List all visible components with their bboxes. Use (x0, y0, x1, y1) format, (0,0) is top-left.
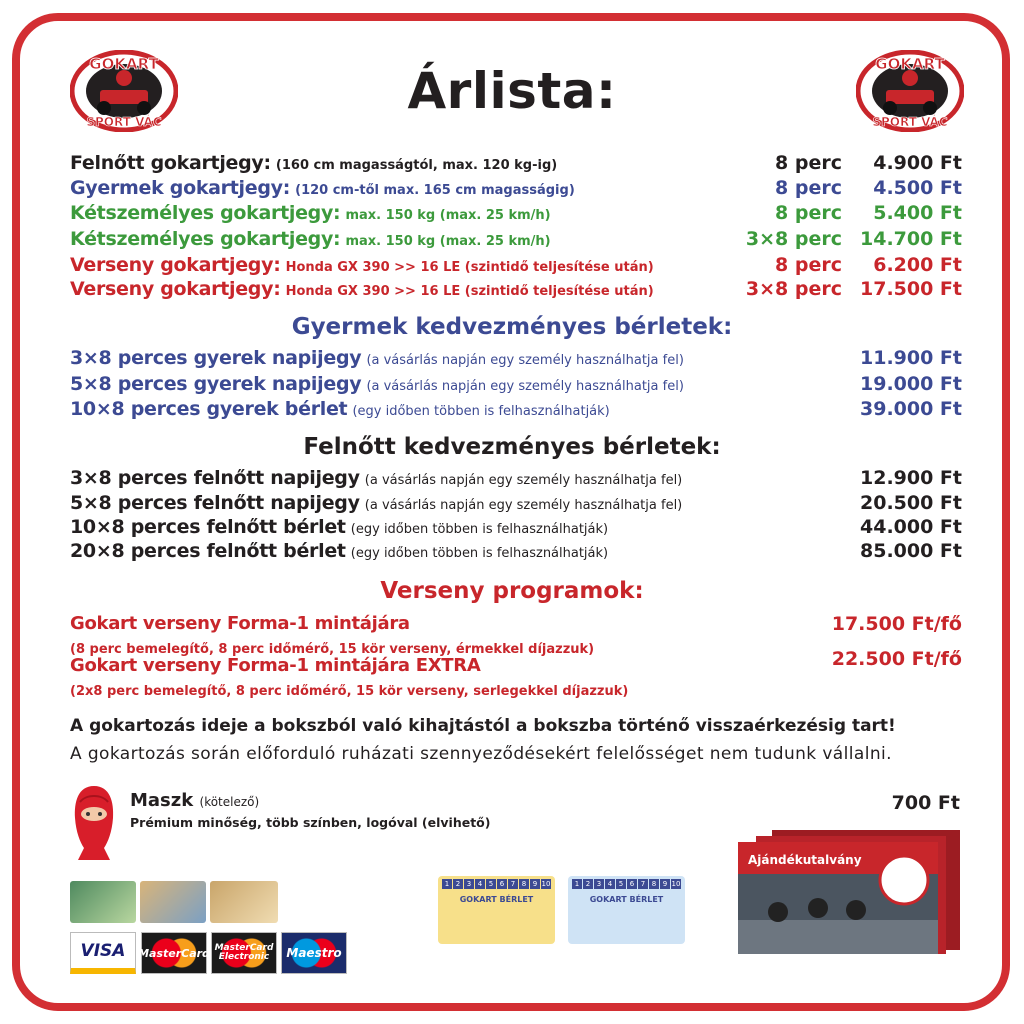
pass-name: 10×8 perces felnőtt bérlet (70, 516, 346, 538)
ticket-duration: 8 perc (775, 254, 842, 276)
mastercard-icon: MasterCard (141, 932, 207, 974)
svg-text:GOKART: GOKART (89, 55, 159, 73)
pass-number: 2 (583, 879, 593, 889)
pass-card-blue (568, 876, 685, 944)
ticket-name: Verseny gokartjegy: (70, 278, 281, 300)
pass-row (70, 373, 962, 399)
race-name: Gokart verseny Forma-1 mintájára EXTRA (70, 655, 481, 676)
szep-card-otp-icon (70, 881, 136, 923)
mask-title (130, 790, 259, 811)
pass-row (70, 347, 962, 373)
svg-text:SPORT VÁC: SPORT VÁC (872, 115, 948, 129)
pass-name: 3×8 perces felnőtt napijegy (70, 467, 360, 489)
race-desc: (8 perc bemelegítő, 8 perc időmérő, 15 kör verseny, érmekkel díjazzuk) (70, 642, 595, 657)
ticket-name: Verseny gokartjegy: (70, 254, 281, 276)
ticket-row (70, 177, 962, 203)
race-desc-row (70, 680, 962, 699)
pass-card-yellow (438, 876, 555, 944)
pass-price: 11.900 Ft (860, 347, 962, 369)
pass-number: 5 (486, 879, 496, 889)
pass-name: 5×8 perces felnőtt napijegy (70, 492, 360, 514)
ticket-desc: Honda GX 390 >> 16 LE (szintidő teljesítése után) (285, 260, 654, 275)
pass-price: 19.000 Ft (860, 373, 962, 395)
race-name: Gokart verseny Forma-1 mintájára (70, 613, 410, 634)
pass-price: 20.500 Ft (860, 492, 962, 514)
ticket-desc: (120 cm-től max. 165 cm magasságig) (295, 183, 575, 198)
race-price-row (70, 648, 962, 674)
pass-number: 6 (497, 879, 507, 889)
ticket-row (70, 254, 962, 280)
pass-row (70, 492, 962, 518)
visa-icon: VISA (70, 932, 136, 974)
pass-number: 7 (638, 879, 648, 889)
pass-number: 4 (605, 879, 615, 889)
ticket-row (70, 278, 962, 304)
szep-card-mkb-icon (210, 881, 278, 923)
ticket-price: 6.200 Ft (873, 254, 962, 276)
pass-name: 5×8 perces gyerek napijegy (70, 373, 362, 395)
pass-number: 6 (627, 879, 637, 889)
pass-number: 8 (649, 879, 659, 889)
pass-number: 10 (671, 880, 681, 888)
race-price: 17.500 Ft/fő (831, 613, 962, 635)
pass-price: 12.900 Ft (860, 467, 962, 489)
ticket-row (70, 228, 962, 254)
maestro-icon: Maestro (281, 932, 347, 974)
pass-number: 10 (541, 880, 551, 888)
ticket-price: 4.500 Ft (873, 177, 962, 199)
ticket-price: 14.700 Ft (860, 228, 962, 250)
mask-name: Maszk (130, 790, 194, 811)
ticket-name: Gyermek gokartjegy: (70, 177, 291, 199)
pass-desc: (egy időben többen is felhasználhatják) (350, 522, 609, 537)
ticket-duration: 3×8 perc (745, 278, 842, 300)
pass-card-label: GOKART BÉRLET (589, 895, 664, 904)
mastercard-electronic-icon: MasterCard Electronic (211, 932, 277, 974)
pass-desc: (egy időben többen is felhasználhatják) (352, 404, 610, 419)
ticket-name: Felnőtt gokartjegy: (70, 152, 271, 174)
pass-card-numbers (438, 876, 555, 889)
pass-name: 3×8 perces gyerek napijegy (70, 347, 362, 369)
ticket-duration: 3×8 perc (745, 228, 842, 250)
pass-price: 85.000 Ft (860, 540, 962, 562)
pass-number: 4 (475, 879, 485, 889)
svg-text:GOKART: GOKART (875, 55, 945, 73)
pass-card-label: GOKART BÉRLET (459, 895, 534, 904)
pass-row (70, 516, 962, 542)
pass-name: 20×8 perces felnőtt bérlet (70, 540, 346, 562)
ticket-duration: 8 perc (775, 177, 842, 199)
mask-price: 700 Ft (891, 792, 960, 814)
pass-number: 1 (572, 879, 582, 889)
pass-number: 3 (464, 879, 474, 889)
pass-price: 39.000 Ft (860, 398, 962, 420)
ticket-price: 17.500 Ft (860, 278, 962, 300)
svg-text:SPORT VÁC: SPORT VÁC (86, 115, 162, 129)
ticket-name: Kétszemélyes gokartjegy: (70, 228, 341, 250)
ticket-duration: 8 perc (775, 202, 842, 224)
clothing-note: A gokartozás során előforduló ruházati szennyeződésekért felelősséget nem tudunk vállalni. (70, 744, 892, 764)
pass-number: 8 (519, 879, 529, 889)
pass-number: 3 (594, 879, 604, 889)
szep-card-kh-icon (140, 881, 206, 923)
pass-price: 44.000 Ft (860, 516, 962, 538)
adult-passes-heading: Felnőtt kedvezményes bérletek: (303, 434, 721, 460)
race-programs-heading: Verseny programok: (380, 578, 644, 604)
balaclava-icon (68, 784, 120, 862)
pass-number: 1 (442, 879, 452, 889)
pass-desc: (a vásárlás napján egy személy használhatja fel) (364, 498, 683, 513)
ticket-desc: Honda GX 390 >> 16 LE (szintidő teljesítése után) (285, 284, 654, 299)
race-desc: (2x8 perc bemelegítő, 8 perc időmérő, 15 kör verseny, serlegekkel díjazzuk) (70, 684, 629, 699)
pass-number: 5 (616, 879, 626, 889)
pass-desc: (egy időben többen is felhasználhatják) (350, 546, 609, 561)
voucher-label: Ajándékutalvány (748, 853, 862, 867)
ticket-row (70, 202, 962, 228)
pass-number: 7 (508, 879, 518, 889)
pass-desc: (a vásárlás napján egy személy használhatja fel) (364, 473, 683, 488)
page-title: Árlista: (407, 62, 617, 120)
child-passes-heading: Gyermek kedvezményes bérletek: (291, 314, 733, 340)
pass-card-numbers (568, 876, 685, 889)
ticket-desc: max. 150 kg (max. 25 km/h) (345, 234, 551, 249)
race-price: 22.500 Ft/fő (831, 648, 962, 670)
pass-row (70, 467, 962, 493)
ticket-price: 4.900 Ft (873, 152, 962, 174)
ticket-row (70, 152, 962, 178)
ticket-name: Kétszemélyes gokartjegy: (70, 202, 341, 224)
pass-row (70, 540, 962, 566)
pass-name: 10×8 perces gyerek bérlet (70, 398, 348, 420)
pass-number: 2 (453, 879, 463, 889)
pass-desc: (a vásárlás napján egy személy használhatja fel) (366, 353, 684, 368)
ticket-desc: (160 cm magasságtól, max. 120 kg-ig) (275, 158, 558, 173)
mask-tag: (kötelező) (199, 795, 260, 809)
pass-desc: (a vásárlás napján egy személy használhatja fel) (366, 379, 684, 394)
pass-number: 9 (530, 879, 540, 889)
duration-note: A gokartozás ideje a bokszból való kihajtástól a bokszba történő visszaérkezésig tart! (70, 716, 896, 736)
pass-number: 9 (660, 879, 670, 889)
pass-row (70, 398, 962, 424)
ticket-duration: 8 perc (775, 152, 842, 174)
race-row (70, 613, 962, 639)
ticket-price: 5.400 Ft (873, 202, 962, 224)
ticket-desc: max. 150 kg (max. 25 km/h) (345, 208, 551, 223)
mask-desc: Prémium minőség, több színben, logóval (elvihető) (130, 815, 491, 830)
gift-voucher-icon (738, 830, 960, 954)
